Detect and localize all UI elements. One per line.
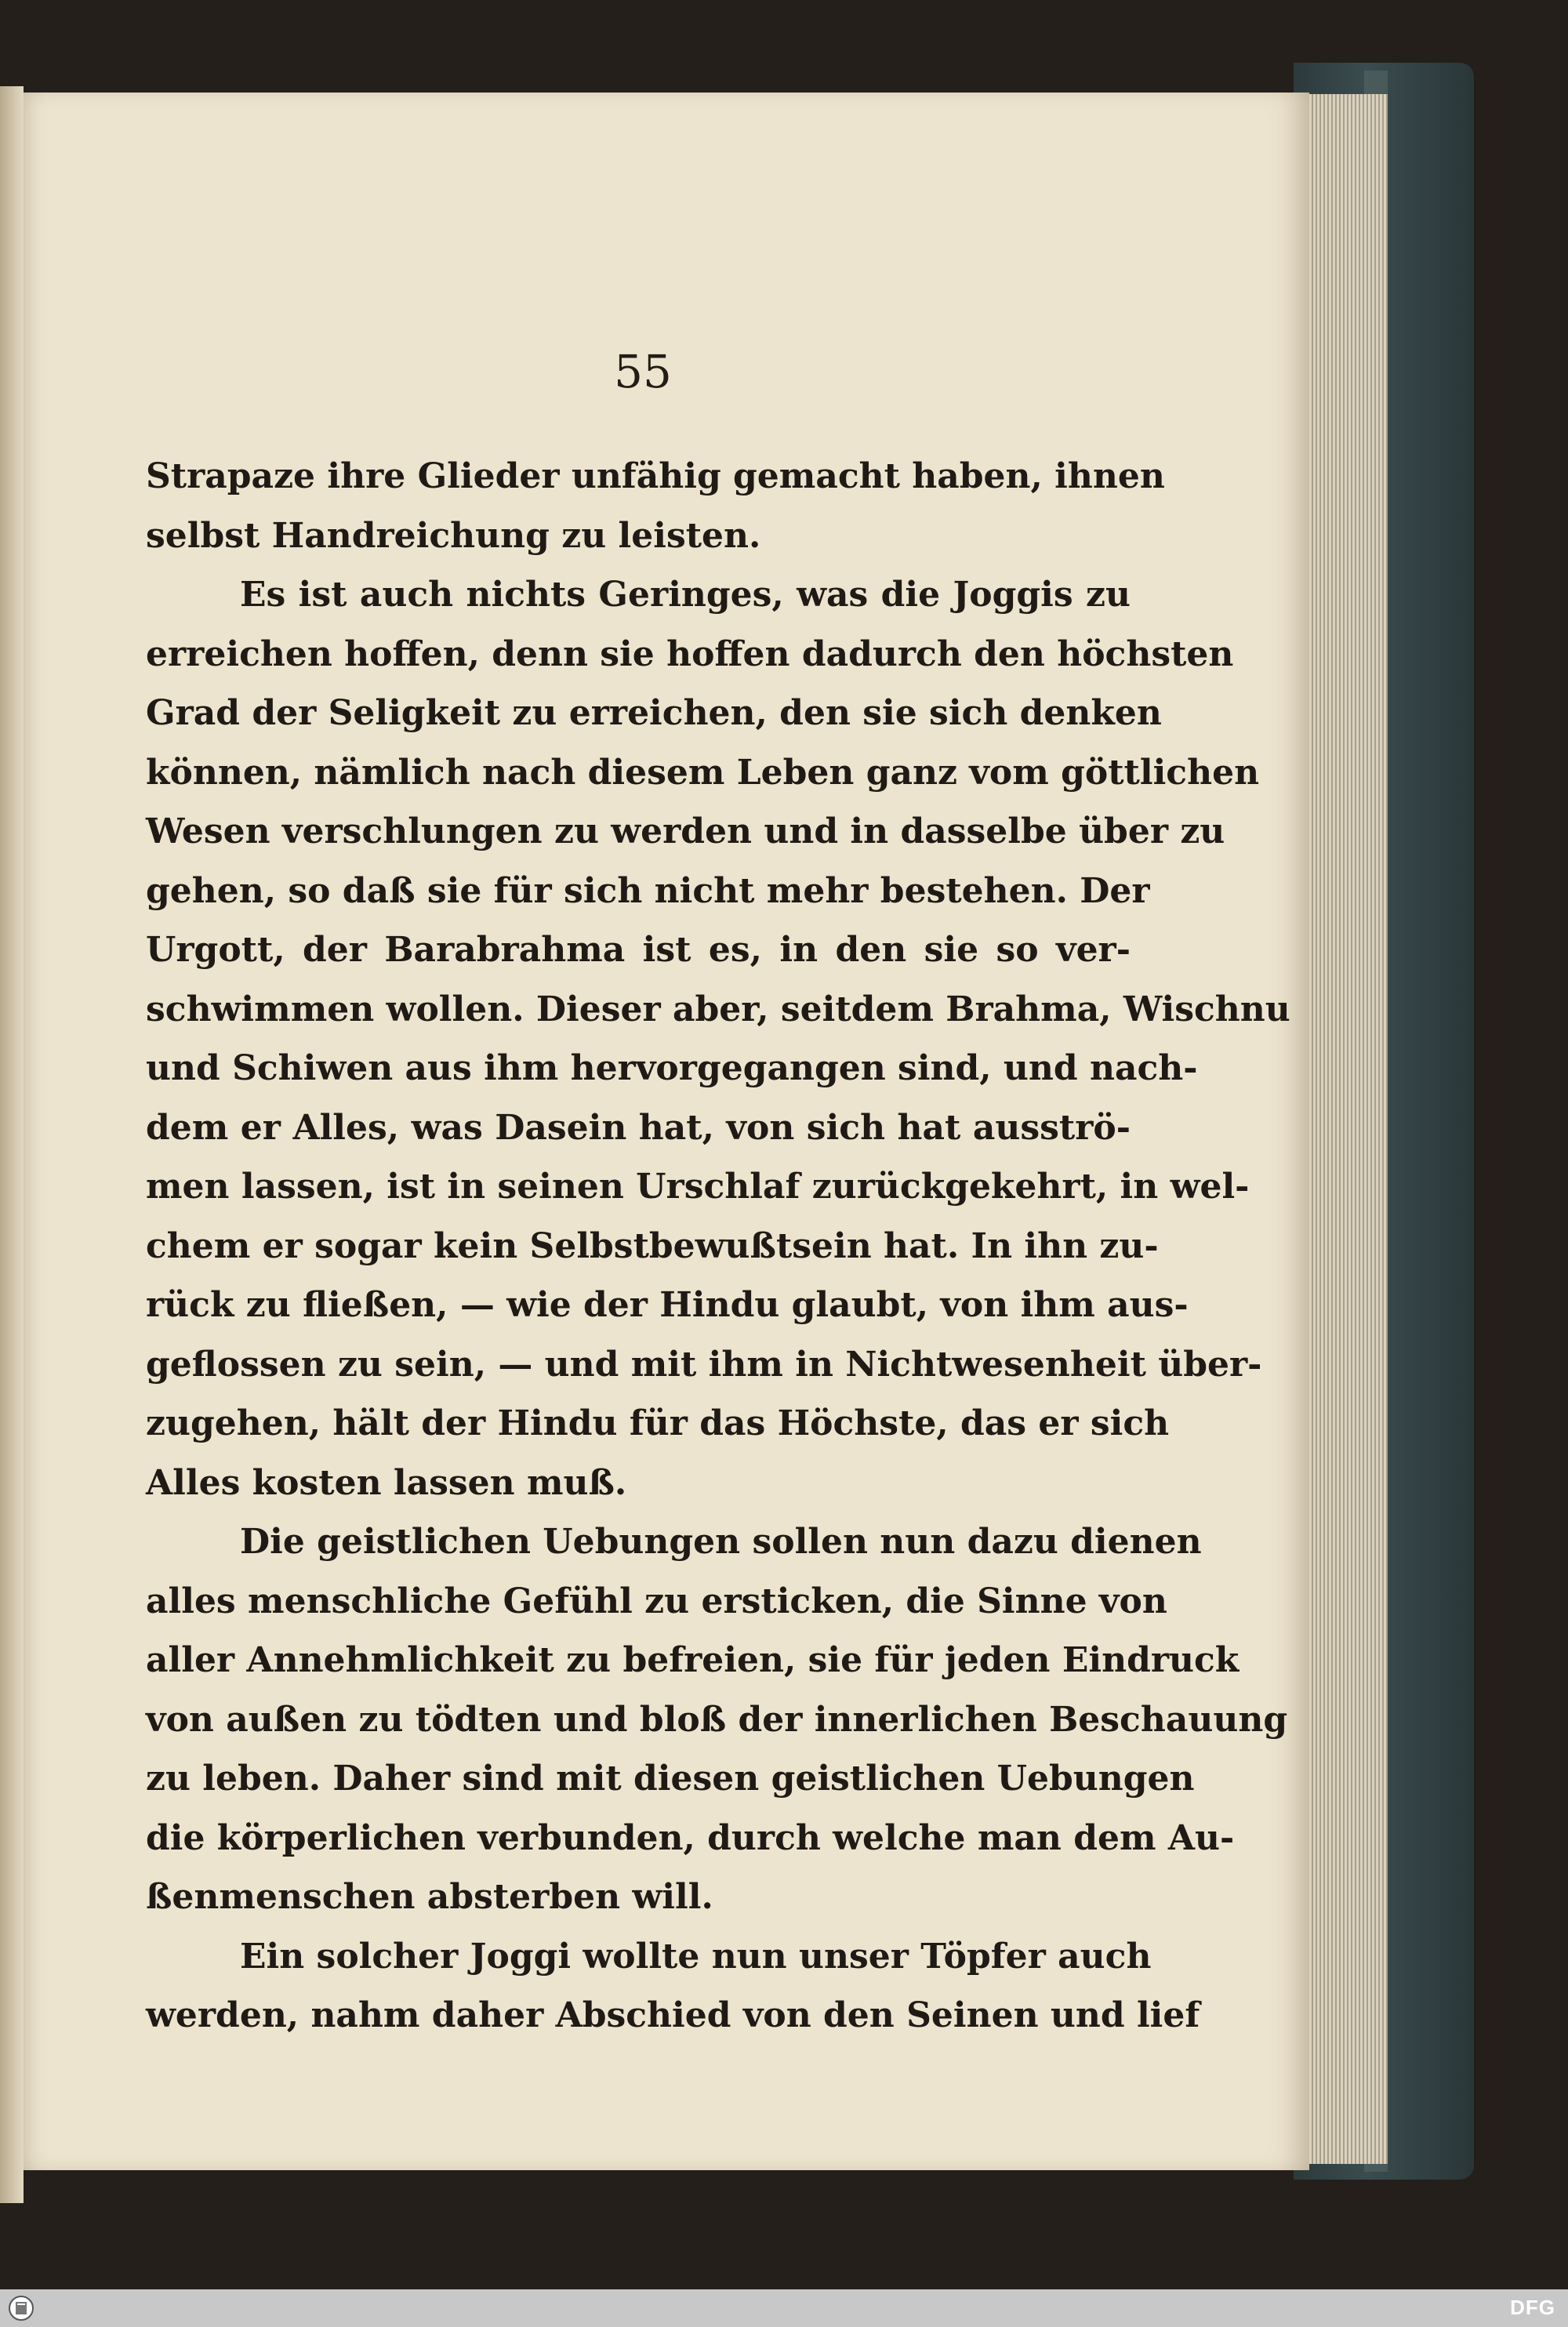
text-line: Strapaze ihre Glieder unfähig gemacht haben, ihnen (146, 456, 1165, 496)
text-line: Die geistlichen Uebungen sollen nun dazu dienen (240, 1522, 1202, 1562)
text-line: zugehen, hält der Hindu für das Höchste, das er sich (146, 1403, 1170, 1443)
text-line: Wesen verschlungen zu werden und in dasselbe über zu (146, 811, 1225, 851)
viewer-footer (0, 2289, 1568, 2327)
text-line: können, nämlich nach diesem Leben ganz vom göttlichen (146, 752, 1260, 793)
dfg-logo: DFG (1510, 2296, 1555, 2319)
text-line: Urgott, der Barabrahma ist es, in den sie so ver- (146, 930, 1131, 970)
text-line: gehen, so daß sie für sich nicht mehr bestehen. Der (146, 870, 1150, 911)
text-line: chem er sogar kein Selbstbewußtsein hat. In ihn zu- (146, 1225, 1159, 1266)
text-line: erreichen hoffen, denn sie hoffen dadurch den höchsten (146, 633, 1234, 674)
text-line: schwimmen wollen. Dieser aber, seitdem Brahma, Wischnu (146, 989, 1290, 1029)
page-edges (1301, 94, 1388, 2164)
text-line: dem er Alles, was Dasein hat, von sich hat ausströ- (146, 1107, 1131, 1148)
page-text (146, 447, 1290, 2046)
text-line: Es ist auch nichts Geringes, was die Joggis zu (240, 575, 1131, 615)
page-number: 55 (614, 345, 672, 398)
text-line: aller Annehmlichkeit zu befreien, sie für jeden Eindruck (146, 1640, 1240, 1680)
text-line: von außen zu tödten und bloß der innerlichen Beschauung (146, 1699, 1288, 1740)
text-line: alles menschliche Gefühl zu ersticken, die Sinne von (146, 1581, 1167, 1621)
text-line: ßenmenschen absterben will. (146, 1877, 713, 1917)
text-line: werden, nahm daher Abschied von den Seinen und lief (146, 1995, 1200, 2035)
text-line: zu leben. Daher sind mit diesen geistlichen Uebungen (146, 1759, 1195, 1799)
library-seal-icon (5, 2293, 38, 2324)
text-line: selbst Handreichung zu leisten. (146, 515, 761, 556)
text-line: und Schiwen aus ihm hervorgegangen sind, und nach- (146, 1048, 1198, 1088)
text-line: Ein solcher Joggi wollte nun unser Töpfer auch (240, 1936, 1152, 1977)
book-page (24, 93, 1309, 2170)
left-page-edge (0, 86, 24, 2203)
text-line: rück zu fließen, — wie der Hindu glaubt, von ihm aus- (146, 1285, 1189, 1325)
text-line: geflossen zu sein, — und mit ihm in Nichtwesenheit über- (146, 1344, 1262, 1385)
text-line: Grad der Seligkeit zu erreichen, den sie sich denken (146, 693, 1162, 733)
text-line: men lassen, ist in seinen Urschlaf zurückgekehrt, in wel- (146, 1167, 1250, 1207)
text-line: die körperlichen verbunden, durch welche man dem Au- (146, 1817, 1235, 1858)
text-line: Alles kosten lassen muß. (146, 1462, 627, 1503)
